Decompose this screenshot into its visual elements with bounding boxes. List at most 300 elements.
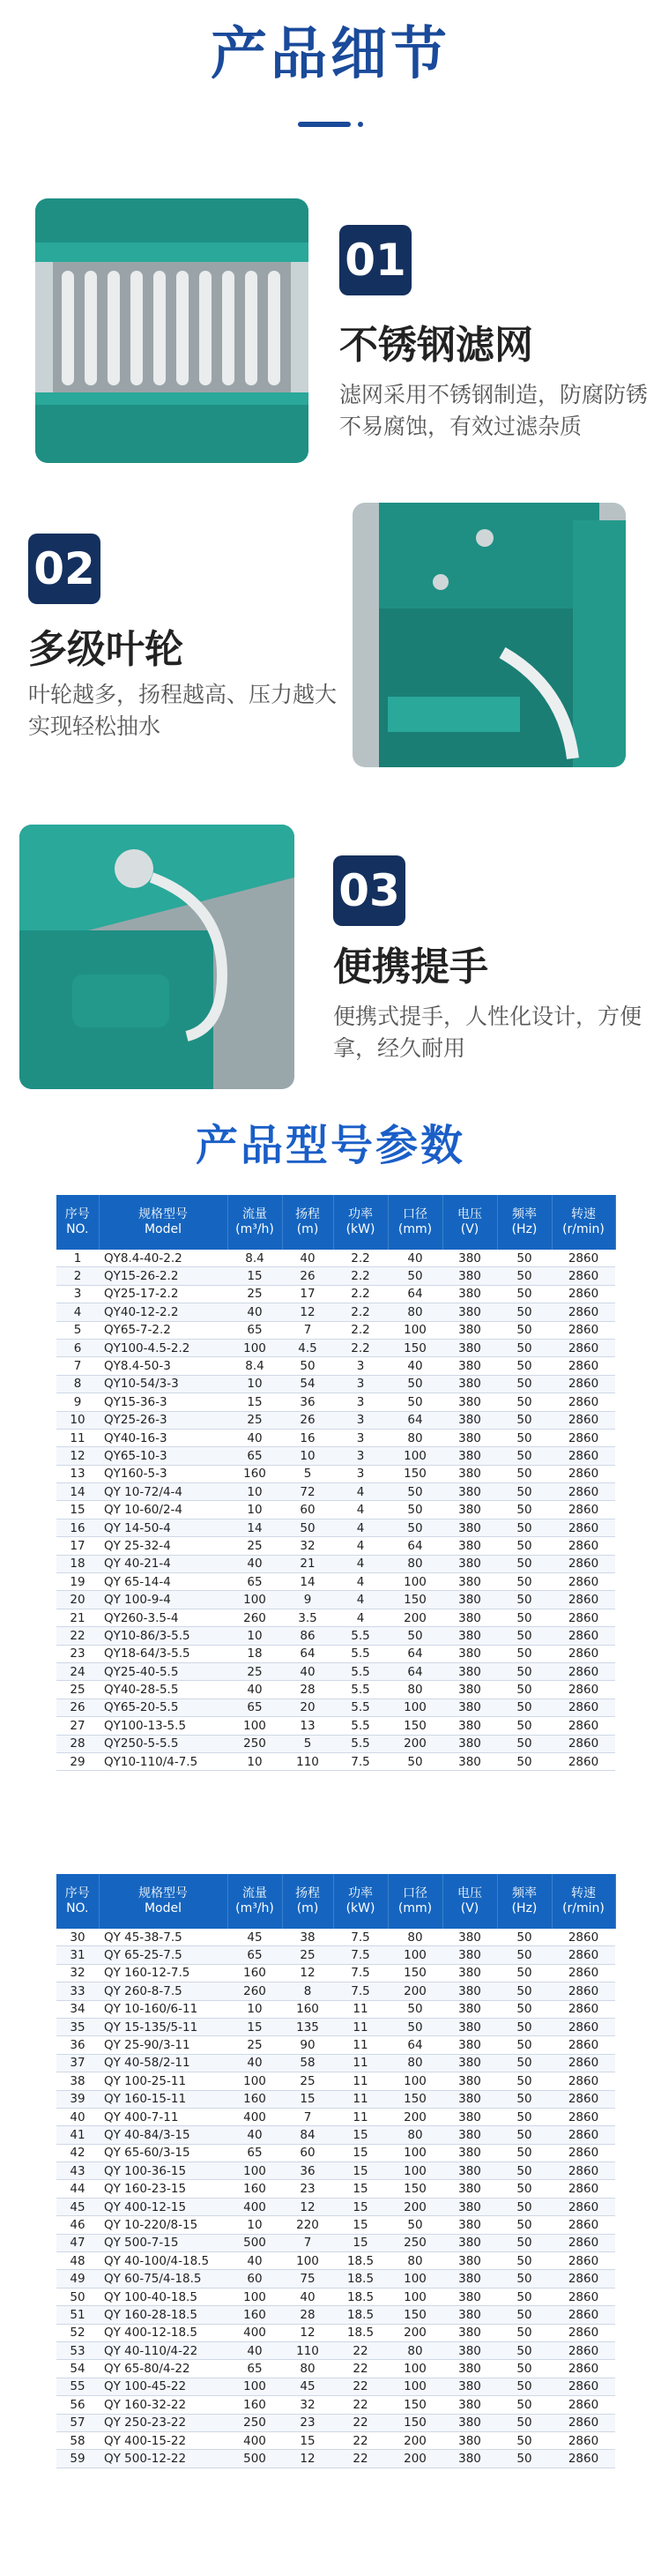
table-row [56,2162,615,2180]
table-cell: 5.5 [333,1735,388,1752]
table-cell: 380 [442,1929,497,1946]
table-cell: 65 [227,1321,282,1339]
model-cell: QY 500-12-22 [99,2450,227,2468]
model-cell: QY65-20-5.5 [99,1699,227,1716]
table-cell: 4 [333,1537,388,1555]
table-cell: 380 [442,2378,497,2395]
table-cell: 2860 [552,1375,615,1393]
column-header-label: 规格型号 [138,1207,188,1221]
table-cell: 50 [497,2036,552,2054]
table-cell: 5.5 [333,1699,388,1716]
table-cell: 150 [388,1591,442,1609]
table-row [56,2252,615,2270]
table-cell: 200 [388,1735,442,1752]
column-header-unit: NO. [66,1222,89,1236]
model-cell: QY8.4-50-3 [99,1357,227,1375]
table-body [56,1250,615,1771]
table-cell: 2860 [552,2270,615,2288]
model-cell: QY260-3.5-4 [99,1609,227,1626]
table-cell: 100 [227,1591,282,1609]
table-cell: 50 [497,2054,552,2072]
column-header-label: 电压 [457,1886,482,1900]
table-cell: 50 [497,1699,552,1716]
table-cell: 50 [497,2144,552,2162]
table-cell: 50 [497,2072,552,2090]
table-cell: 40 [227,2126,282,2144]
table-cell: 2860 [552,2360,615,2378]
table-row [56,1662,615,1680]
row-number: 7 [56,1357,99,1375]
table-cell: 50 [388,1627,442,1645]
table-cell: 100 [227,2378,282,2395]
model-cell: QY100-4.5-2.2 [99,1339,227,1356]
table-cell: 50 [497,1375,552,1393]
spec-table [56,1874,616,2468]
table-cell: 50 [497,2234,552,2251]
table-body [56,1929,615,2468]
table-cell: 2.2 [333,1267,388,1285]
table-cell: 15 [333,2144,388,2162]
table-cell: 65 [227,1573,282,1591]
table-cell: 36 [282,1393,333,1411]
table-row [56,1483,615,1501]
table-cell: 380 [442,2144,497,2162]
table-cell: 50 [497,1982,552,2000]
row-number: 42 [56,2144,99,2162]
table-cell: 2860 [552,1964,615,1982]
table-cell: 21 [282,1555,333,1572]
table-cell: 23 [282,2414,333,2431]
table-cell: 260 [227,1609,282,1626]
table-cell: 380 [442,1591,497,1609]
table-cell: 200 [388,1982,442,2000]
table-row [56,1537,615,1555]
table-row [56,1250,615,1267]
table-cell: 10 [227,1375,282,1393]
table-cell: 84 [282,2126,333,2144]
table-row [56,1717,615,1735]
table-cell: 50 [497,2306,552,2324]
table-cell: 50 [497,1555,552,1572]
row-number: 2 [56,1267,99,1285]
feature-description [28,679,345,743]
table-cell: 2860 [552,1393,615,1411]
table-cell: 18.5 [333,2288,388,2305]
model-cell: QY 60-75/4-18.5 [99,2270,227,2288]
table-row [56,2288,615,2305]
model-cell: QY 65-14-4 [99,1573,227,1591]
table-cell: 2860 [552,1429,615,1446]
table-cell: 50 [497,1465,552,1482]
column-header-unit: (Hz) [511,1901,538,1915]
model-cell: QY 10-60/2-4 [99,1501,227,1519]
table-cell: 50 [497,1411,552,1429]
table-cell: 380 [442,2036,497,2054]
table-cell: 15 [333,2162,388,2180]
table-cell: 380 [442,2234,497,2251]
table-row [56,1946,615,1964]
table-cell: 64 [388,1285,442,1303]
column-header-label: 序号 [64,1886,90,1900]
table-cell: 18 [227,1645,282,1662]
model-cell: QY 65-80/4-22 [99,2360,227,2378]
table-row [56,1339,615,1356]
feature-description-line: 滤网采用不锈钢制造，防腐防锈 [339,382,649,407]
table-cell: 11 [333,2036,388,2054]
table-cell: 7.5 [333,1752,388,1770]
table-row [56,2000,615,2018]
table-row [56,2270,615,2288]
table-cell: 380 [442,1267,497,1285]
table-cell: 22 [333,2396,388,2414]
table-cell: 2860 [552,1699,615,1716]
table-cell: 380 [442,1555,497,1572]
table-cell: 400 [227,2324,282,2341]
table-cell: 2860 [552,2144,615,2162]
row-number: 39 [56,2090,99,2108]
table-cell: 380 [442,1357,497,1375]
table-cell: 15 [333,2180,388,2198]
model-cell: QY18-64/3-5.5 [99,1645,227,1662]
table-cell: 110 [282,1752,333,1770]
table-cell: 380 [442,2054,497,2072]
table-row [56,1267,615,1285]
table-cell: 50 [497,2162,552,2180]
table-cell: 2860 [552,2126,615,2144]
table-cell: 22 [333,2360,388,2378]
table-row [56,1303,615,1321]
table-cell: 7.5 [333,1946,388,1964]
table-cell: 3 [333,1357,388,1375]
table-cell: 15 [227,2018,282,2035]
row-number: 15 [56,1501,99,1519]
table-cell: 160 [227,2396,282,2414]
feature-description-line: 叶轮越多，扬程越高、压力越大 [28,682,338,707]
table-cell: 380 [442,1393,497,1411]
table-cell: 22 [333,2450,388,2468]
table-row [56,1609,615,1626]
table-cell: 18.5 [333,2324,388,2341]
model-cell: QY 40-100/4-18.5 [99,2252,227,2270]
table-cell: 80 [388,2054,442,2072]
row-number: 30 [56,1929,99,1946]
row-number: 3 [56,1285,99,1303]
table-cell: 50 [497,2126,552,2144]
table-cell: 50 [497,2090,552,2108]
column-header-label: 扬程 [295,1886,320,1900]
table-cell: 28 [282,2306,333,2324]
table-cell: 11 [333,2018,388,2035]
table-cell: 2860 [552,2306,615,2324]
model-cell: QY 65-60/3-15 [99,2144,227,2162]
table-row [56,2090,615,2108]
table-cell: 22 [333,2378,388,2395]
table-cell: 3 [333,1375,388,1393]
table-cell: 5 [282,1735,333,1752]
model-cell: QY 160-12-7.5 [99,1964,227,1982]
table-cell: 50 [497,1267,552,1285]
table-row [56,1375,615,1393]
table-cell: 50 [497,1573,552,1591]
table-cell: 50 [388,2000,442,2018]
table-row [56,2018,615,2035]
model-cell: QY 400-12-15 [99,2198,227,2215]
table-cell: 25 [282,1946,333,1964]
table-cell: 20 [282,1699,333,1716]
table-cell: 380 [442,1699,497,1716]
table-cell: 2860 [552,2252,615,2270]
row-number: 11 [56,1429,99,1446]
table-cell: 50 [497,1303,552,1321]
model-cell: QY 10-220/8-15 [99,2216,227,2234]
row-number: 34 [56,2000,99,2018]
table-cell: 2860 [552,2072,615,2090]
row-number: 5 [56,1321,99,1339]
table-cell: 2860 [552,1717,615,1735]
table-cell: 150 [388,2306,442,2324]
table-cell: 50 [388,1519,442,1536]
table-cell: 40 [227,1555,282,1572]
table-cell: 100 [227,2162,282,2180]
table-row [56,1465,615,1482]
row-number: 40 [56,2108,99,2125]
table-cell: 2860 [552,1681,615,1699]
table-cell: 3 [333,1429,388,1446]
table-row [56,2414,615,2431]
model-cell: QY100-13-5.5 [99,1717,227,1735]
model-cell: QY 15-135/5-11 [99,2018,227,2035]
table-cell: 100 [388,1447,442,1465]
table-cell: 380 [442,2414,497,2431]
table-cell: 50 [497,2431,552,2449]
column-header-unit: (mm) [397,1901,433,1915]
table-cell: 380 [442,2306,497,2324]
table-cell: 2860 [552,1357,615,1375]
table-cell: 160 [227,2180,282,2198]
table-cell: 25 [227,1411,282,1429]
table-cell: 50 [497,2216,552,2234]
table-cell: 64 [388,2036,442,2054]
model-cell: QY 400-15-22 [99,2431,227,2449]
table-cell: 32 [282,1537,333,1555]
table-cell: 10 [227,2000,282,2018]
row-number: 24 [56,1662,99,1680]
table-cell: 25 [227,1285,282,1303]
table-cell: 380 [442,1447,497,1465]
table-cell: 13 [282,1717,333,1735]
table-cell: 58 [282,2054,333,2072]
column-header [552,1874,615,1929]
column-header-label: 扬程 [295,1207,320,1221]
table-cell: 50 [388,1483,442,1501]
table-cell: 3 [333,1411,388,1429]
table-cell: 50 [497,1662,552,1680]
table-cell: 100 [388,1946,442,1964]
feature-description [339,379,657,443]
model-cell: QY 40-58/2-11 [99,2054,227,2072]
table-cell: 50 [497,1627,552,1645]
table-cell: 150 [388,1339,442,1356]
feature-description [333,1001,650,1064]
table-cell: 50 [497,1339,552,1356]
column-header [99,1195,227,1250]
row-number: 29 [56,1752,99,1770]
model-cell: QY 400-7-11 [99,2108,227,2125]
row-number: 48 [56,2252,99,2270]
table-cell: 135 [282,2018,333,2035]
table-cell: 11 [333,2000,388,2018]
table-cell: 12 [282,1964,333,1982]
table-cell: 2860 [552,2162,615,2180]
table-cell: 380 [442,1662,497,1680]
table-cell: 2.2 [333,1250,388,1267]
table-cell: 380 [442,1375,497,1393]
table-cell: 2860 [552,1519,615,1536]
table-cell: 50 [282,1357,333,1375]
model-cell: QY15-36-3 [99,1393,227,1411]
table-cell: 8 [282,1982,333,2000]
table-cell: 380 [442,1250,497,1267]
table-cell: 110 [282,2341,333,2359]
model-cell: QY10-86/3-5.5 [99,1627,227,1645]
feature-description-line: 不易腐蚀，有效过滤杂质 [339,414,583,439]
table-cell: 200 [388,2198,442,2215]
table-row [56,1591,615,1609]
row-number: 37 [56,2054,99,2072]
title-underline-dot [358,122,363,127]
table-cell: 2860 [552,1285,615,1303]
table-cell: 50 [497,2378,552,2395]
table-cell: 3 [333,1393,388,1411]
column-header [497,1874,552,1929]
table-cell: 5 [282,1465,333,1482]
table-cell: 2.2 [333,1321,388,1339]
table-cell: 5.5 [333,1681,388,1699]
column-header [333,1874,388,1929]
column-header [56,1195,99,1250]
table-cell: 100 [227,1717,282,1735]
model-cell: QY 100-25-11 [99,2072,227,2090]
table-cell: 50 [497,2108,552,2125]
column-header [282,1874,333,1929]
model-cell: QY 40-84/3-15 [99,2126,227,2144]
row-number: 38 [56,2072,99,2090]
table-cell: 260 [227,1982,282,2000]
column-header-label: 转速 [571,1886,596,1900]
model-cell: QY40-28-5.5 [99,1681,227,1699]
column-header-label: 流量 [242,1886,267,1900]
table-row [56,1627,615,1645]
table-cell: 380 [442,2288,497,2305]
table-cell: 7 [282,2234,333,2251]
table-cell: 160 [227,2306,282,2324]
table-row [56,1393,615,1411]
row-number: 59 [56,2450,99,2468]
table-row [56,1501,615,1519]
table-cell: 18.5 [333,2270,388,2288]
table-cell: 4 [333,1483,388,1501]
table-cell: 380 [442,2341,497,2359]
table-cell: 50 [497,2450,552,2468]
table-cell: 380 [442,1537,497,1555]
table-cell: 100 [388,2162,442,2180]
table-cell: 25 [227,1537,282,1555]
model-cell: QY40-16-3 [99,1429,227,1446]
row-number: 57 [56,2414,99,2431]
column-header-unit: (m) [296,1901,319,1915]
table-cell: 150 [388,1717,442,1735]
table-cell: 150 [388,2090,442,2108]
table-cell: 40 [282,2288,333,2305]
row-number: 36 [56,2036,99,2054]
table-cell: 50 [497,1447,552,1465]
row-number: 23 [56,1645,99,1662]
model-cell: QY 10-160/6-11 [99,2000,227,2018]
table-cell: 50 [497,2414,552,2431]
row-number: 19 [56,1573,99,1591]
table-cell: 4 [333,1555,388,1572]
column-header-label: 规格型号 [138,1886,188,1900]
table-cell: 40 [227,2252,282,2270]
row-number: 13 [56,1465,99,1482]
table-cell: 200 [388,2431,442,2449]
table-row [56,2234,615,2251]
table-cell: 64 [388,1662,442,1680]
table-cell: 5.5 [333,1717,388,1735]
table-cell: 10 [282,1447,333,1465]
row-number: 9 [56,1393,99,1411]
row-number: 41 [56,2126,99,2144]
model-cell: QY160-5-3 [99,1465,227,1482]
table-cell: 380 [442,1411,497,1429]
column-header [99,1874,227,1929]
table-cell: 2860 [552,2090,615,2108]
table-header-row [56,1874,615,1929]
table-cell: 200 [388,2108,442,2125]
table-cell: 2860 [552,1483,615,1501]
row-number: 20 [56,1591,99,1609]
table-cell: 220 [282,2216,333,2234]
table-cell: 80 [388,1681,442,1699]
table-cell: 65 [227,1699,282,1716]
column-header-unit: NO. [66,1901,89,1915]
table-cell: 40 [282,1250,333,1267]
table-cell: 45 [282,2378,333,2395]
table-cell: 50 [497,1964,552,1982]
table-row [56,2324,615,2341]
table-cell: 2.2 [333,1285,388,1303]
column-header-label: 口径 [403,1207,427,1221]
table-cell: 10 [227,1501,282,1519]
title-underline [298,122,351,127]
table-cell: 160 [282,2000,333,2018]
table-cell: 80 [388,1555,442,1572]
table-cell: 2860 [552,1929,615,1946]
table-row [56,2306,615,2324]
column-header [552,1195,615,1250]
table-cell: 380 [442,1573,497,1591]
table-cell: 64 [388,1645,442,1662]
model-cell: QY8.4-40-2.2 [99,1250,227,1267]
table-row [56,1285,615,1303]
table-row [56,1429,615,1446]
column-header [388,1874,442,1929]
table-cell: 2860 [552,1303,615,1321]
table-cell: 2860 [552,2414,615,2431]
table-cell: 50 [497,2000,552,2018]
feature-title: 便携提手 [333,945,488,989]
column-header-unit: (m³/h) [235,1222,274,1236]
